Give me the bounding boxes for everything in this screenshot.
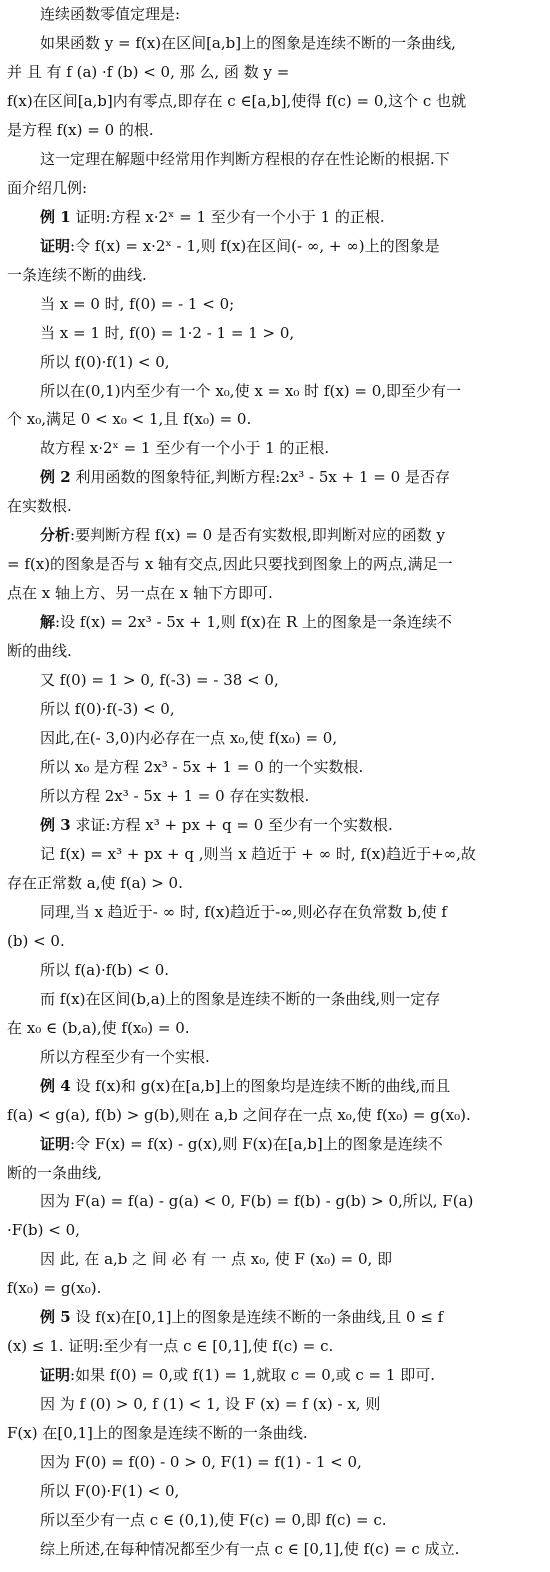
- line-text: :令 F(x) = f(x) - g(x),则 F(x)在[a,b]上的图象是连续不: [70, 1134, 443, 1153]
- text-line: F(x) 在[0,1]上的图象是连续不断的一条曲线.: [7, 1424, 308, 1443]
- bold-prefix: 例 2: [40, 468, 71, 487]
- text-line: 存在正常数 a,使 f(a) > 0.: [7, 873, 183, 892]
- line-text: 证明:方程 x·2ˣ = 1 至少有一个小于 1 的正根.: [70, 207, 385, 226]
- text-line: [40, 1076, 538, 1096]
- text-line: 所以在(0,1)内至少有一个 x₀,使 x = x₀ 时 f(x) = 0,即至少有一: [40, 381, 462, 400]
- text-line: [40, 1307, 538, 1327]
- text-line: 所以 x₀ 是方程 2x³ - 5x + 1 = 0 的一个实数根.: [40, 758, 364, 777]
- text-line: 综上所述,在每种情况都至少有一点 c ∈ [0,1],使 f(c) = c 成立.: [40, 1540, 460, 1559]
- bold-prefix: 证明: [40, 1134, 71, 1153]
- line-text: 求证:方程 x³ + px + q = 0 至少有一个实数根.: [70, 815, 393, 834]
- text-line: [40, 815, 538, 835]
- text-line: 同理,当 x 趋近于- ∞ 时, f(x)趋近于-∞,则必存在负常数 b,使 f: [40, 902, 447, 921]
- text-line: = f(x)的图象是否与 x 轴有交点,因此只要找到图象上的两点,满足一: [7, 555, 453, 574]
- text-line: 而 f(x)在区间(b,a)上的图象是连续不断的一条曲线,则一定存: [40, 989, 441, 1008]
- line-text: :如果 f(0) = 0,或 f(1) = 1,就取 c = 0,或 c = 1 即可.: [70, 1366, 435, 1385]
- text-line: 因 为 f (0) > 0, f (1) < 1, 设 F (x) = f (x) - x, 则: [40, 1395, 381, 1414]
- text-line: 所以 f(0)·f(-3) < 0,: [40, 700, 175, 719]
- bold-prefix: 分析: [40, 526, 71, 545]
- text-line: 又 f(0) = 1 > 0, f(-3) = - 38 < 0,: [40, 671, 279, 690]
- text-line: 所以方程至少有一个实根.: [40, 1047, 210, 1066]
- line-text: 设 f(x)在[0,1]上的图象是连续不断的一条曲线,且 0 ≤ f: [70, 1308, 444, 1327]
- text-line: 点在 x 轴上方、另一点在 x 轴下方即可.: [7, 584, 273, 603]
- text-line: 因此,在(- 3,0)内必存在一点 x₀,使 f(x₀) = 0,: [40, 729, 338, 748]
- text-line: 所以方程 2x³ - 5x + 1 = 0 存在实数根.: [40, 787, 310, 805]
- text-line: 连续函数零值定理是:: [40, 5, 181, 23]
- text-line: [40, 525, 538, 545]
- text-line: 一条连续不断的曲线.: [7, 265, 147, 284]
- text-line: f(a) < g(a), f(b) > g(b),则在 a,b 之间存在一点 x₀,使 f(x₀) = g(x₀).: [7, 1105, 471, 1124]
- text-line: 并 且 有 f (a) ·f (b) < 0, 那 么, 函 数 y =: [7, 62, 290, 81]
- line-text: :要判断方程 f(x) = 0 是否有实数根,即判断对应的函数 y: [70, 526, 445, 545]
- text-line: ·F(b) < 0,: [7, 1221, 80, 1240]
- text-line: [40, 1134, 538, 1154]
- text-line: 因 此, 在 a,b 之 间 必 有 一 点 x₀, 使 F (x₀) = 0, 即: [40, 1250, 393, 1269]
- text-line: [40, 612, 538, 632]
- text-line: 记 f(x) = x³ + px + q ,则当 x 趋近于 + ∞ 时, f(x)趋近于+∞,故: [40, 844, 476, 863]
- line-text: :设 f(x) = 2x³ - 5x + 1,则 f(x)在 R 上的图象是一条连续不: [55, 613, 453, 632]
- text-line: 在 x₀ ∈ (b,a),使 f(x₀) = 0.: [7, 1018, 190, 1037]
- text-line: f(x)在区间[a,b]内有零点,即存在 c ∈[a,b],使得 f(c) = 0,这个 c 也就: [7, 91, 467, 110]
- text-line: 在实数根.: [7, 497, 72, 516]
- text-line: 因为 F(0) = f(0) - 0 > 0, F(1) = f(1) - 1 < 0,: [40, 1453, 362, 1472]
- bold-prefix: 证明: [40, 236, 71, 255]
- text-line: 因为 F(a) = f(a) - g(a) < 0, F(b) = f(b) - g(b) > 0,所以, F(a): [40, 1192, 474, 1211]
- text-line: f(x₀) = g(x₀).: [7, 1279, 102, 1298]
- text-line: 所以 f(0)·f(1) < 0,: [40, 352, 170, 371]
- text-line: 当 x = 0 时, f(0) = - 1 < 0;: [40, 294, 235, 313]
- bold-prefix: 例 4: [40, 1076, 71, 1095]
- text-line: 个 x₀,满足 0 < x₀ < 1,且 f(x₀) = 0.: [7, 410, 252, 429]
- bold-prefix: 例 5: [40, 1308, 71, 1327]
- text-line: 断的曲线.: [7, 642, 72, 661]
- text-line: (b) < 0.: [7, 931, 65, 950]
- bold-prefix: 例 3: [40, 815, 71, 834]
- text-line: 当 x = 1 时, f(0) = 1·2 - 1 = 1 > 0,: [40, 323, 295, 342]
- text-line: 面介绍几例:: [7, 178, 88, 197]
- text-line: 所以 F(0)·F(1) < 0,: [40, 1482, 180, 1501]
- text-line: [40, 207, 538, 227]
- text-line: (x) ≤ 1. 证明:至少有一点 c ∈ [0,1],使 f(c) = c.: [7, 1337, 334, 1356]
- bold-prefix: 证明: [40, 1366, 71, 1385]
- text-line: 这一定理在解题中经常用作判断方程根的存在性论断的根据.下: [40, 149, 450, 168]
- text-line: 所以至少有一点 c ∈ (0,1),使 F(c) = 0,即 f(c) = c.: [40, 1511, 387, 1530]
- line-text: :令 f(x) = x·2ˣ - 1,则 f(x)在区间(- ∞, + ∞)上的图象是: [70, 236, 440, 255]
- text-line: [40, 467, 538, 487]
- text-line: 故方程 x·2ˣ = 1 至少有一个小于 1 的正根.: [40, 439, 330, 458]
- line-text: 设 f(x)和 g(x)在[a,b]上的图象均是连续不断的曲线,而且: [70, 1076, 451, 1095]
- text-line: 断的一条曲线,: [7, 1163, 102, 1182]
- bold-prefix: 解: [40, 613, 56, 632]
- text-line: 所以 f(a)·f(b) < 0.: [40, 960, 170, 979]
- text-line: 如果函数 y = f(x)在区间[a,b]上的图象是连续不断的一条曲线,: [40, 33, 456, 52]
- text-line: 是方程 f(x) = 0 的根.: [7, 120, 154, 139]
- text-line: [40, 1365, 538, 1385]
- text-line: [40, 236, 538, 256]
- line-text: 利用函数的图象特征,判断方程:2x³ - 5x + 1 = 0 是否存: [70, 468, 450, 487]
- bold-prefix: 例 1: [40, 207, 71, 226]
